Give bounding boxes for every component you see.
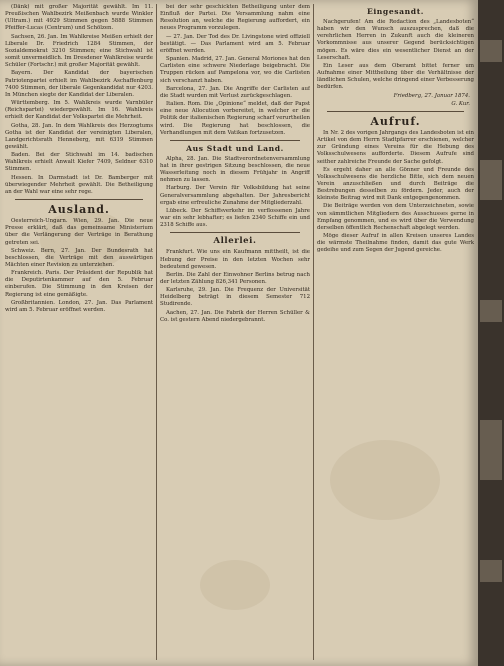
column-3 (317, 4, 474, 660)
paragraph: Frankfurt. Wie uns ein Kaufmann mittheilt, ist die Hebung der Preise in den letzten Wochen sehr bedeutend gewesen. (160, 249, 310, 270)
paragraph: Württemberg. Im 5. Wahlkreis wurde Varnbüler (Reichspartei) wiedergewählt. Im 16. Wahlkreis erhielt der Kandidat der Volkspartei die Mehrheit. (5, 100, 153, 121)
paragraph: Baden. Bei der Stichwahl im 14. badischen Wahlkreis erhielt Anwalt Kiefer 7409, Seldner 6310 Stimmen. (5, 152, 153, 173)
paragraph: In Nr. 2 des vorigen Jahrgangs des Landesboten ist ein Artikel von dem Herrn Stadtpfarrer erschienen, welcher zur Gründung eines Vereins für die Hebung des Volksschulwesens aufforderte. Diesem Aufrufe sind seither zahlreiche Freunde der Sache gefolgt. (317, 129, 474, 165)
section-heading-stadt-und-land: Aus Stadt und Land. (186, 143, 284, 153)
paragraph: Alpha, 28. Jan. Die Stadtverordnetenversammlung hat in ihrer gestrigen Sitzung beschlossen, die neue Wasserleitung noch in diesem Frühjahr in Angriff nehmen zu lassen. (160, 155, 310, 184)
paragraph: Schweiz. Bern, 27. Jan. Der Bundesrath hat beschlossen, die Verträge mit den auswärtigen Mächten einer Revision zu unterziehen. (5, 247, 153, 268)
column-2 (160, 4, 310, 660)
section-heading-ausland: Ausland. (48, 203, 110, 217)
paragraph: Harburg. Der Verein für Volksbildung hat seine Generalversammlung abgehalten. Der Jahresbericht ergab eine erfreuliche Zunahme der Mitgliederzahl. (160, 185, 310, 206)
paragraph: Hessen. In Darmstadt ist Dr. Bamberger mit überwiegender Mehrheit gewählt. Die Betheiligung an der Wahl war eine sehr rege. (5, 174, 153, 195)
paragraph: Die Beiträge werden von dem Unterzeichneten, sowie von sämmtlichen Mitgliedern des Ausschusses gerne in Empfang genommen, und es wird über die Verwendung derselben öffentlich Rechenschaft abgelegt werden. (317, 203, 474, 231)
paragraph: Aachen, 27. Jan. Die Fabrik der Herren Schüller & Co. ist gestern Abend niedergebrannt. (160, 309, 310, 323)
signature: G. Kur. (451, 100, 470, 107)
section-heading-allerlei: Allerlei. (213, 236, 257, 247)
paragraph: (Dänk) mit großer Majorität gewählt. Im 11. Preußischen Wahlbezirk Meißenbach wurde Winkler (Ultram.) mit 4929 Stimmen gegen 5888 Stimmen Pfeiffer-Lucas (Centrum) und Schölzen. (5, 4, 153, 32)
paragraph: Barcelona, 27. Jan. Die Angriffe der Carlisten auf die Stadt wurden mit Verlust zurückgeschlagen. (160, 85, 310, 99)
paragraph: Ein Leser aus dem Oberamt bittet ferner um Aufnahme einer Mittheilung über die Verhältnisse der ländlichen Schulen, welche dringend einer Verbesserung bedürfen. (317, 62, 474, 91)
paragraph: Lübeck. Der Schiffsverkehr im verflossenen Jahre war ein sehr lebhafter; es liefen 2340 Schiffe ein und 2318 Schiffe aus. (160, 207, 310, 229)
divider (327, 111, 464, 112)
paragraph: Bayern. Der Kandidat der bayerischen Patriotenpartei erhielt im Wahlbezirk Aschaffenburg 7400 Stimmen, der liberale Gegenkandidat nur 4203. In München siegte der Kandidat der Liberalen. (5, 70, 153, 98)
paragraph: Spanien. Madrid, 27. Jan. General Moriones hat den Carlisten eine schwere Niederlage beigebracht. Die Truppen rücken auf Pampelona vor, wo die Carlisten sich verschanzt haben. (160, 56, 310, 84)
paragraph: Berlin. Die Zahl der Einwohner Berlins betrug nach der letzten Zählung 826,341 Personen. (160, 271, 310, 285)
paragraph: Oesterreich-Ungarn. Wien, 29. Jan. Die neue Presse erklärt, daß das gemeinsame Ministerium über die Verlängerung der Verträge in Berathung getreten sei. (5, 218, 153, 246)
paragraph: Italien. Rom. Die „Opinione“ meldet, daß der Papst eine neue Allocution vorbereitet, in welcher er die Politik der italienischen Regierung scharf verurtheilen wird. Die Regierung hat beschlossen, die Verhandlungen mit dem Vatikan fortzusetzen. (160, 101, 310, 136)
column-rule-2 (313, 4, 314, 660)
adjacent-page-edge (478, 0, 504, 666)
paragraph: Sachsen, 26. Jan. Im Wahlkreise Meißen erhielt der Liberale Dr. Friedrich 1284 Stimmen, der Sozialdemokrat 3210 Stimmen; eine Stichwahl ist somit unvermeidlich. Im Dresdener Wahlkreise wurde Schüler (Fortschr.) mit großer Majorität gewählt. (5, 33, 153, 69)
section-heading-eingesandt: Eingesandt. (366, 7, 425, 16)
paragraph: Möge dieser Aufruf in allen Kreisen unseres Landes die wärmste Theilnahme finden, damit das gute Werk gedeihe und zum Segen der Jugend gereiche. (317, 233, 474, 254)
divider (170, 140, 300, 141)
divider (170, 232, 300, 233)
divider (15, 199, 143, 200)
column-rule-1 (156, 4, 157, 660)
paragraph: Großbritannien. London, 27. Jan. Das Parlament wird am 5. Februar eröffnet werden. (5, 299, 153, 313)
paragraph: Nachgerufen! Am die Redaction des „Landesboten“ haben wir den Wunsch auszusprechen, daß die verehrlichen Herren in Zukunft auch die kleineren Vorkommnisse aus unserer Gegend berücksichtigen mögen. Es wäre dies ein wesentlicher Dienst an der Leserschaft. (317, 19, 474, 61)
column-1 (5, 4, 153, 660)
paragraph: Karlsruhe, 29. Jan. Die Frequenz der Universität Heidelberg beträgt in diesem Semester 712 Studirende. (160, 287, 310, 308)
paragraph: Frankreich. Paris. Der Präsident der Republik hat die Deputirtenkammer auf den 5. Februar einberufen. Die Stimmung in den Kreisen der Regierung ist eine gemäßigte. (5, 270, 153, 298)
section-heading-aufruf: Aufruf. (370, 114, 421, 128)
dateline: Friedberg, 27. Januar 1874. (393, 92, 470, 99)
paragraph: Es ergeht daher an alle Gönner und Freunde des Volksschulwesens die herzliche Bitte, sich dem neuen Verein anzuschließen und durch Beiträge die Bestrebungen desselben zu fördern. Jeder, auch der kleinste Beitrag wird mit Dank entgegengenommen. (317, 166, 474, 202)
paragraph: — 27. Jan. Der Tod des Dr. Livingstone wird offiziell bestätigt. — Das Parlament wird am 5. Februar eröffnet werden. (160, 33, 310, 54)
paragraph: Gotha, 28. Jan. In dem Wahlkreis des Herzogtums Gotha ist der Kandidat der vereinigten Liberalen, Landgerichtsrath Henneberg, mit 6319 Stimmen gewählt. (5, 122, 153, 150)
paragraph: bei der sehr geschickten Betheiligung unter dem Einfluß der Partei. Die Versammlung nahm eine Resolution an, welche die Regierung auffordert, ein neues Programm vorzulegen. (160, 4, 310, 32)
